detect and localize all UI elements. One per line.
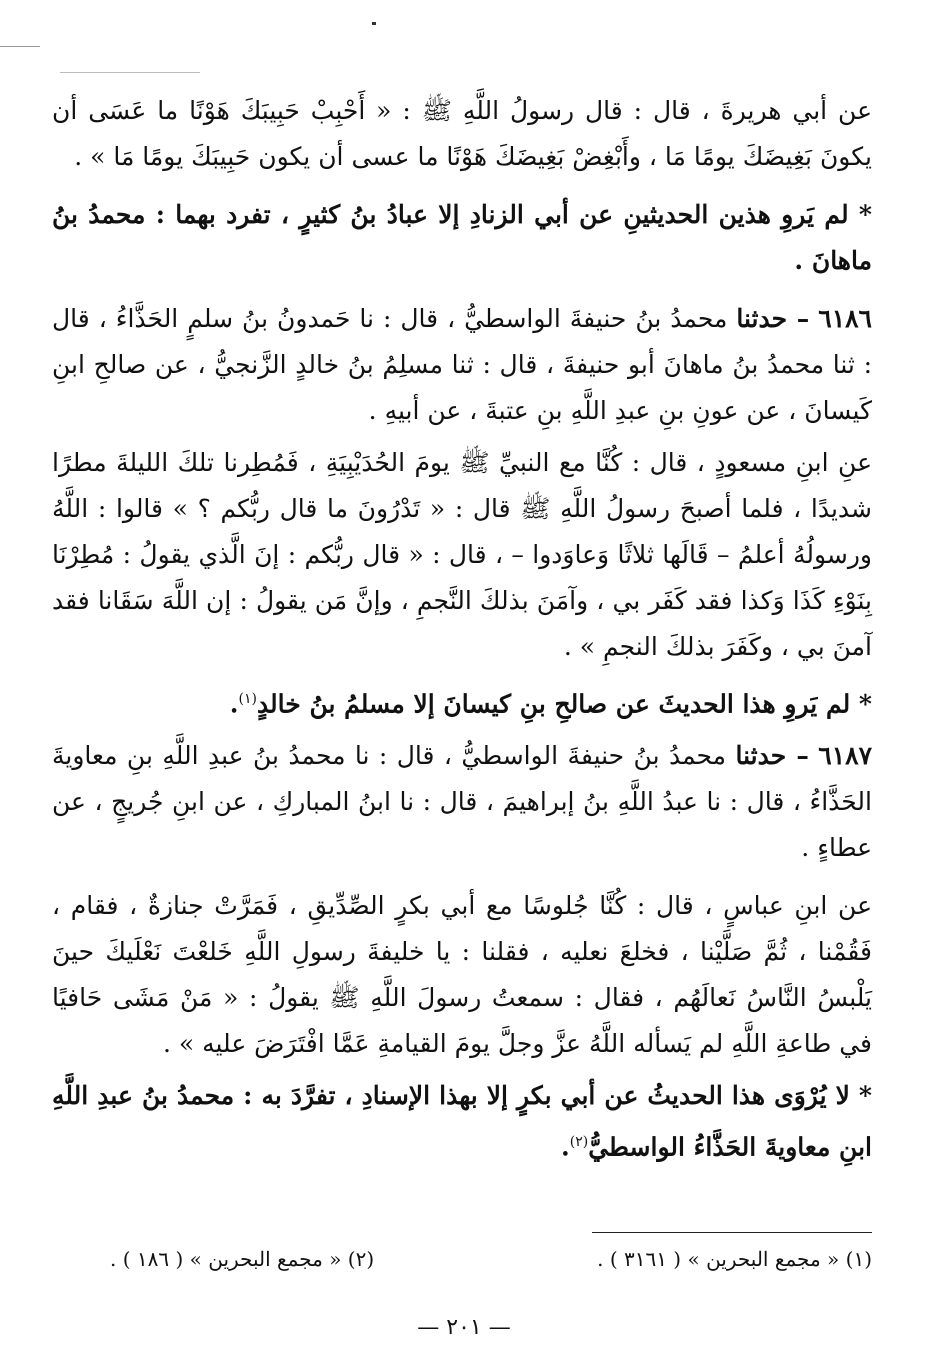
hadith-text-1: عن أبي هريرةَ ، قال : قال رسولُ اللَّهِ ﷺ : « أَحْبِبْ حَبِيبَكَ هَوْنًا ما عَسَى أن يكونَ بَغِيضَكَ يومًا مَا ، وأَبْغِضْ بَغِيضَكَ هَوْنًا ما عسى أن يكون حَبِيبَكَ يومًا مَا » . bbox=[52, 96, 872, 171]
isnad-lead: – حدثنا bbox=[736, 304, 810, 333]
comment-2: * لم يَروِ هذا الحديثَ عن صالحِ بنِ كيسانَ إلا مسلمُ بنُ خالدٍ$^{(١)}$. bbox=[229, 689, 872, 719]
footnotes bbox=[110, 1244, 872, 1274]
page-number: — ٢٠١ — bbox=[417, 1315, 511, 1340]
footnote-divider bbox=[592, 1232, 872, 1233]
hadith-text-2: عنِ ابنِ مسعودٍ ، قال : كُنَّا مع النبيِّ ﷺ يومَ الحُدَيْبِيَةِ ، فَمُطِرنا تلكَ الليلةَ مطرًا شديدًا ، فلما أصبحَ رسولُ اللَّهِ ﷺ قال : « تَدْرُونَ ما قال ربُّكم ؟ » قالوا : اللَّهُ ورسولُهُ أعلمُ – قَالَها ثلاثًا وَعاوَدوا – ، قال : « قال ربُّكم : إنَ الَّذي يقولُ : مُطِرْنَا بِنَوْءِ كَذَا وَكذا فقد كَفَر بي ، وآمَنَ بذلكَ النَّجمِ ، وإنَّ مَن يقولُ : إن اللَّهَ سَقَانا فقد آمنَ بي ، وكَفَرَ بذلكَ النجمِ » . bbox=[52, 448, 872, 661]
footnote-2: (٢) « مجمع البحرين » ( ١٨٦ ) . bbox=[110, 1247, 375, 1271]
scan-mark-top bbox=[372, 22, 376, 25]
isnad-text: محمدُ بنُ حنيفةَ الواسطيُّ ، قال : نا حَمدونُ بنُ سلمٍ الحَذَّاءُ ، قال : ثنا محمدُ بنُ ماهانَ أبو حنيفةَ ، قال : ثنا مسلِمُ بنُ خالدٍ الزَّنجيُّ ، عن صالحِ ابنِ كَيسانَ ، عن عونِ بنِ عبدِ اللَّهِ بنِ عتبةَ ، عن أبيهِ . bbox=[52, 304, 872, 425]
isnad-6187 bbox=[52, 733, 872, 871]
hadith-number: ٦١٨٧ bbox=[818, 741, 872, 771]
footnote-ref-2: (٢) bbox=[569, 1134, 589, 1151]
isnad-lead: – حدثنا bbox=[735, 741, 809, 771]
hadith-text-3: عن ابنِ عباسٍ ، قال : كُنَّا جُلوسًا مع أبي بكرٍ الصِّدِّيقِ ، فَمَرَّتْ جنازةٌ ، فقام ، فَقُمْنا ، ثُمَّ صَلَّيْنا ، فخلعَ نعليه ، فقلنا : يا خليفةَ رسولِ اللَّهِ خَلعْتَ نَعْلَيكَ حينَ يَلْبسُ النَّاسُ نَعالَهُم ، فقال : سمعتُ رسولَ اللَّهِ ﷺ يقولُ : « مَنْ مَشَى حَافيًا في طاعةِ اللَّهِ لم يَسأله اللَّهُ عزَّ وجلَّ يومَ القيامةِ عَمَّا افْتَرَضَ عليه » . bbox=[52, 891, 872, 1059]
scan-mark-left-2 bbox=[60, 72, 200, 73]
footnote-1: (١) « مجمع البحرين » ( ٣١٦١ ) . bbox=[597, 1247, 872, 1271]
comment-1: * لم يَروِ هذين الحديثينِ عن أبي الزنادِ إلا عبادُ بنُ كثيرٍ ، تفرد بهما : محمدُ بنُ ماهانَ . bbox=[52, 200, 872, 275]
isnad-6186 bbox=[52, 296, 872, 434]
hadith-number: ٦١٨٦ bbox=[818, 304, 872, 333]
footnote-ref-1: (١) bbox=[238, 691, 257, 707]
isnad-text: محمدُ بنُ حنيفةَ الواسطيُّ ، قال : نا محمدُ بنُ عبدِ اللَّهِ بنِ معاويةَ الحَذَّاءُ ، قال : نا عبدُ اللَّهِ بنُ إبراهيمَ ، قال : نا ابنُ المباركِ ، عن ابنِ جُريجٍ ، عن عطاءٍ . bbox=[52, 741, 872, 863]
scan-mark-left bbox=[0, 46, 40, 47]
comment-text: * لا يُرْوَى هذا الحديثُ عن أبي بكرٍ إلا بهذا الإسنادِ ، تفرَّدَ به : محمدُ بنُ عبدِ اللَّهِ ابنِ معاويةَ الحَذَّاءُ الواسطيُّ bbox=[52, 1081, 872, 1162]
comment-text: * لم يَروِ هذا الحديثَ عن صالحِ بنِ كيسانَ إلا مسلمُ بنُ خالدٍ bbox=[256, 689, 872, 719]
document-body bbox=[52, 88, 872, 1183]
comment-3: * لا يُرْوَى هذا الحديثُ عن أبي بكرٍ إلا بهذا الإسنادِ ، تفرَّدَ به : محمدُ بنُ عبدِ اللَّهِ ابنِ معاويةَ الحَذَّاءُ الواسطيُّ$^{(٢)}$. bbox=[52, 1081, 872, 1162]
